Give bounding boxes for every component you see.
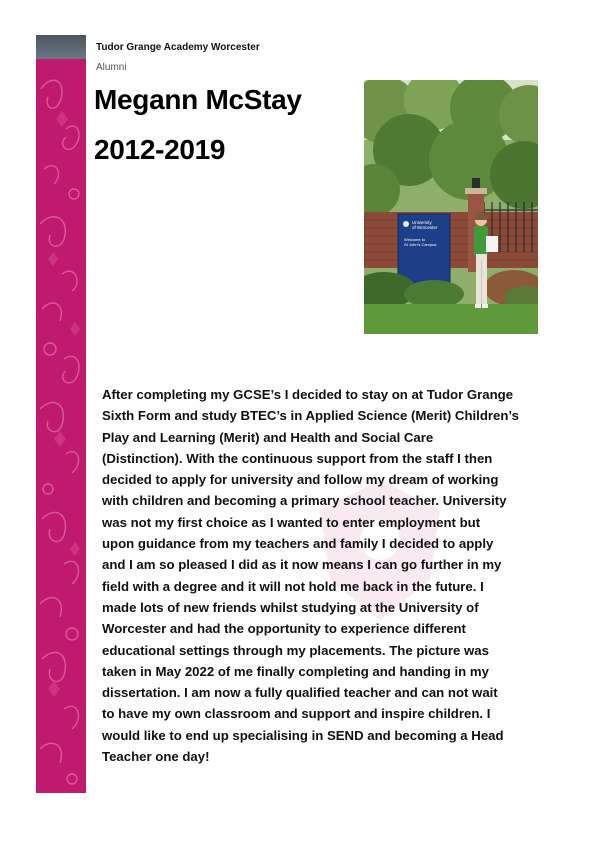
sign-text-4: St John's Campus (404, 242, 437, 247)
story-line: with children and becoming a primary school teacher. University (102, 493, 507, 509)
sign-text-1: University (412, 220, 432, 225)
story-line: dissertation. I am now a fully qualified teacher and can not wait (102, 685, 498, 701)
sign-text-2: of Worcester (412, 225, 438, 230)
story-line: was not my first choice as I wanted to enter employment but (102, 514, 481, 530)
story-line: Sixth Form and study BTEC’s in Applied Science (Merit) Children’s (102, 408, 519, 424)
story-line: to have my own classroom and support and inspire children. I (102, 706, 491, 722)
alumni-years-heading: 2012-2019 (94, 134, 226, 165)
side-decorative-band (36, 35, 86, 793)
story-line: would like to end up specialising in SEND and becoming a Head (102, 727, 504, 743)
story-line: made lots of new friends whilst studying at the University of (102, 599, 479, 615)
story-line: educational settings through my placements. The picture was (102, 642, 489, 658)
story-line: Worcester and had the opportunity to experience different (102, 621, 466, 637)
side-band-header-strip (36, 35, 86, 59)
story-line: After completing my GCSE’s I decided to stay on at Tudor Grange (102, 387, 514, 402)
story-line: and I am so pleased I did as it now means I can go further in my (102, 557, 502, 573)
floral-pattern-icon (36, 59, 86, 793)
story-line: Teacher one day! (102, 749, 210, 765)
alumni-story-text (102, 384, 542, 767)
story-line: (Distinction). With the continuous support from the staff I then (102, 450, 493, 466)
alumni-name-heading: Megann McStay (94, 84, 302, 115)
story-line: decided to apply for university and follow my dream of working (102, 472, 499, 488)
story-line: upon guidance from my teachers and family I decided to apply (102, 536, 494, 552)
alumni-photo (364, 80, 538, 334)
sign-text-3: Welcome to (404, 237, 426, 242)
story-line: field with a degree and it will not hold me back in the future. I (102, 578, 484, 594)
section-label: Alumni (96, 62, 127, 73)
story-line: Play and Learning (Merit) and Health and Social Care (102, 429, 434, 445)
school-name: Tudor Grange Academy Worcester (96, 42, 260, 53)
story-line: taken in May 2022 of me finally completing and handing in my (102, 663, 489, 679)
